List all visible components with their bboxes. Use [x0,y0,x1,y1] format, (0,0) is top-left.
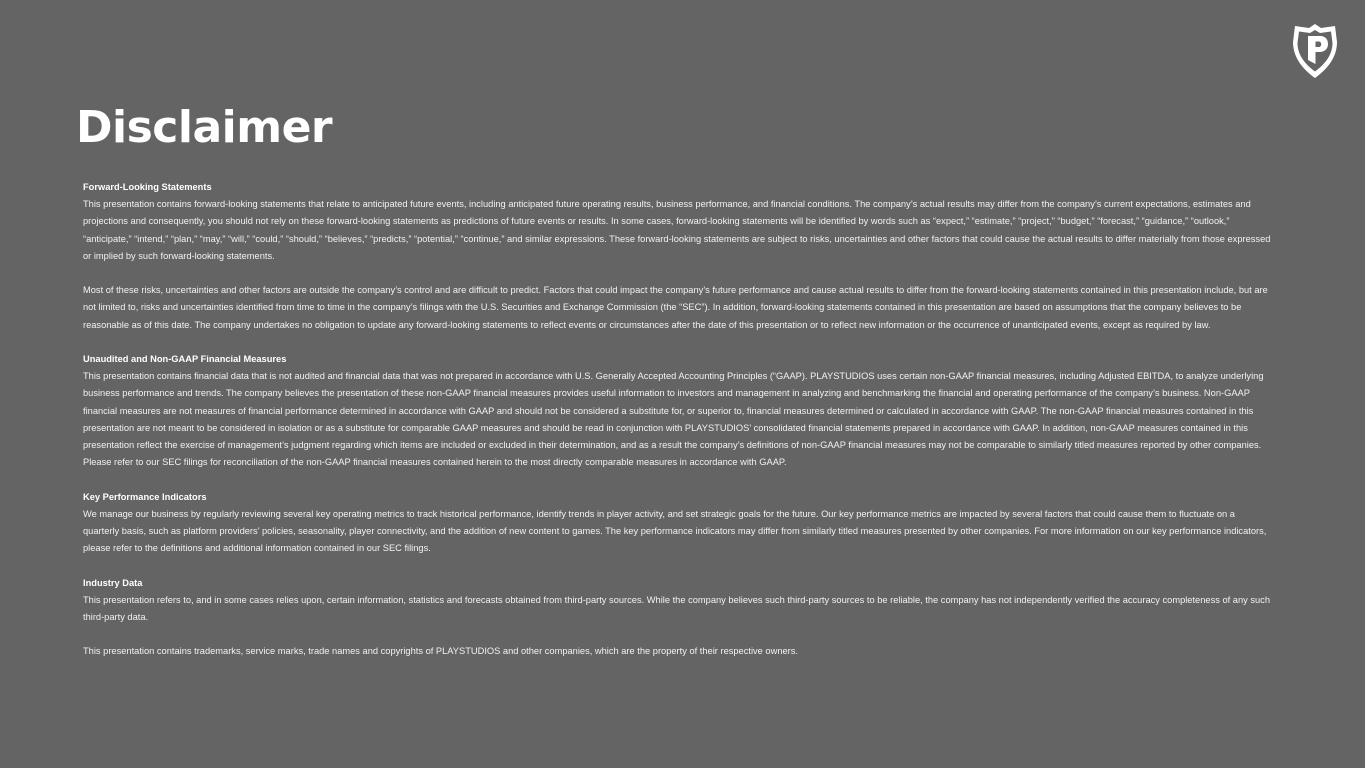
playstudios-logo-icon [1291,22,1339,80]
paragraph-spacer [83,471,1273,488]
page-title: Disclaimer [76,102,333,153]
section-heading-non-gaap: Unaudited and Non-GAAP Financial Measures [83,354,287,364]
section-heading-industry-data: Industry Data [83,577,143,588]
shield-icon [1291,22,1339,80]
paragraph-spacer [83,557,1273,574]
section-heading-kpi: Key Performance Indicators [83,491,207,502]
paragraph-spacer [83,334,1273,351]
section-heading-forward-looking: Forward-Looking Statements [83,182,212,192]
paragraph-spacer [83,265,1273,282]
paragraph-industry-data: This presentation refers to, and in some cases relies upon, certain information, statistics and forecasts obtained from third-party sources. While the company believes such third-party sources to be reliable, the company has not independently verified the accuracy completeness of any such third-party data. [83,594,1270,623]
disclaimer-body [83,179,1273,661]
paragraph-forward-looking-1: This presentation contains forward-looking statements that relate to anticipated future events, including anticipated future operating results, business performance, and financial conditions. The company’s actual results may differ from the company’s current expectations, estimates and projections and consequently, you should not rely on these forward-looking statements as predictions of future events or results. In some cases, forward-looking statements will be identified by words such as “expect,” “estimate,” “project,” “budget,” “forecast,” “guidance,” “outlook,” “anticipate,” “intend,” “plan,” “may,” “will,” “could,” “should,” “believes,” “predicts,” “potential,” “continue,” and similar expressions. These forward-looking statements are subject to risks, uncertainties and other factors that could cause the actual results to differ materially from those expressed or implied by such forward-looking statements. [83,199,1271,261]
paragraph-non-gaap: This presentation contains financial data that is not audited and financial data that was not prepared in accordance with U.S. Generally Accepted Accounting Principles (“GAAP). PLAYSTUDIOS uses certain non-GAAP financial measures, including Adjusted EBITDA, to analyze underlying business performance and trends. The company believes the presentation of these non-GAAP financial measures provides useful information to investors and management in analyzing and benchmarking the financial and operating performance of the company’s business. Non-GAAP financial measures are not measures of financial performance determined in accordance with GAAP and should not be considered a substitute for, or superior to, financial measures determined or calculated in accordance with GAAP. The non-GAAP financial measures contained in this presentation are not meant to be considered in isolation or as a substitute for comparable GAAP measures and should be read in conjunction with PLAYSTUDIOS’ consolidated financial statements prepared in accordance with GAAP. In addition, non-GAAP measures contained in this presentation reflect the exercise of management’s judgment regarding which items are included or excluded in their determination, and as a result the company’s definitions of non-GAAP financial measures may not be comparable to similarly titled measures reported by other companies. Please refer to our SEC filings for reconciliation of the non-GAAP financial measures contained herein to the most directly comparable measures in accordance with GAAP. [83,371,1264,468]
paragraph-kpi: We manage our business by regularly reviewing several key operating metrics to track historical performance, identify trends in player activity, and set strategic goals for the future. Our key performance metrics are impacted by several factors that could cause them to fluctuate on a quarterly basis, such as platform providers’ policies, seasonality, player connectivity, and the addition of new content to games. The key performance indicators may differ from similarly titled measures presented by other companies. For more information on our key performance indicators, please refer to the definitions and additional information contained in our SEC filings. [83,508,1267,554]
paragraph-forward-looking-2: Most of these risks, uncertainties and other factors are outside the company’s control and are difficult to predict. Factors that could impact the company’s future performance and cause actual results to differ from the forward-looking statements contained in this presentation include, but are not limited to, risks and uncertainties identified from time to time in the company’s filings with the U.S. Securities and Exchange Commission (the “SEC”). In addition, forward-looking statements contained in this presentation are based on assumptions that the company believes to be reasonable as of this date. The company undertakes no obligation to update any forward-looking statements to reflect events or circumstances after the date of this presentation or to reflect new information or the occurrence of unanticipated events, except as required by law. [83,285,1268,330]
paragraph-spacer [83,626,1273,643]
paragraph-trademarks: This presentation contains trademarks, service marks, trade names and copyrights of PLAYSTUDIOS and other companies, which are the property of their respective owners. [83,646,798,657]
